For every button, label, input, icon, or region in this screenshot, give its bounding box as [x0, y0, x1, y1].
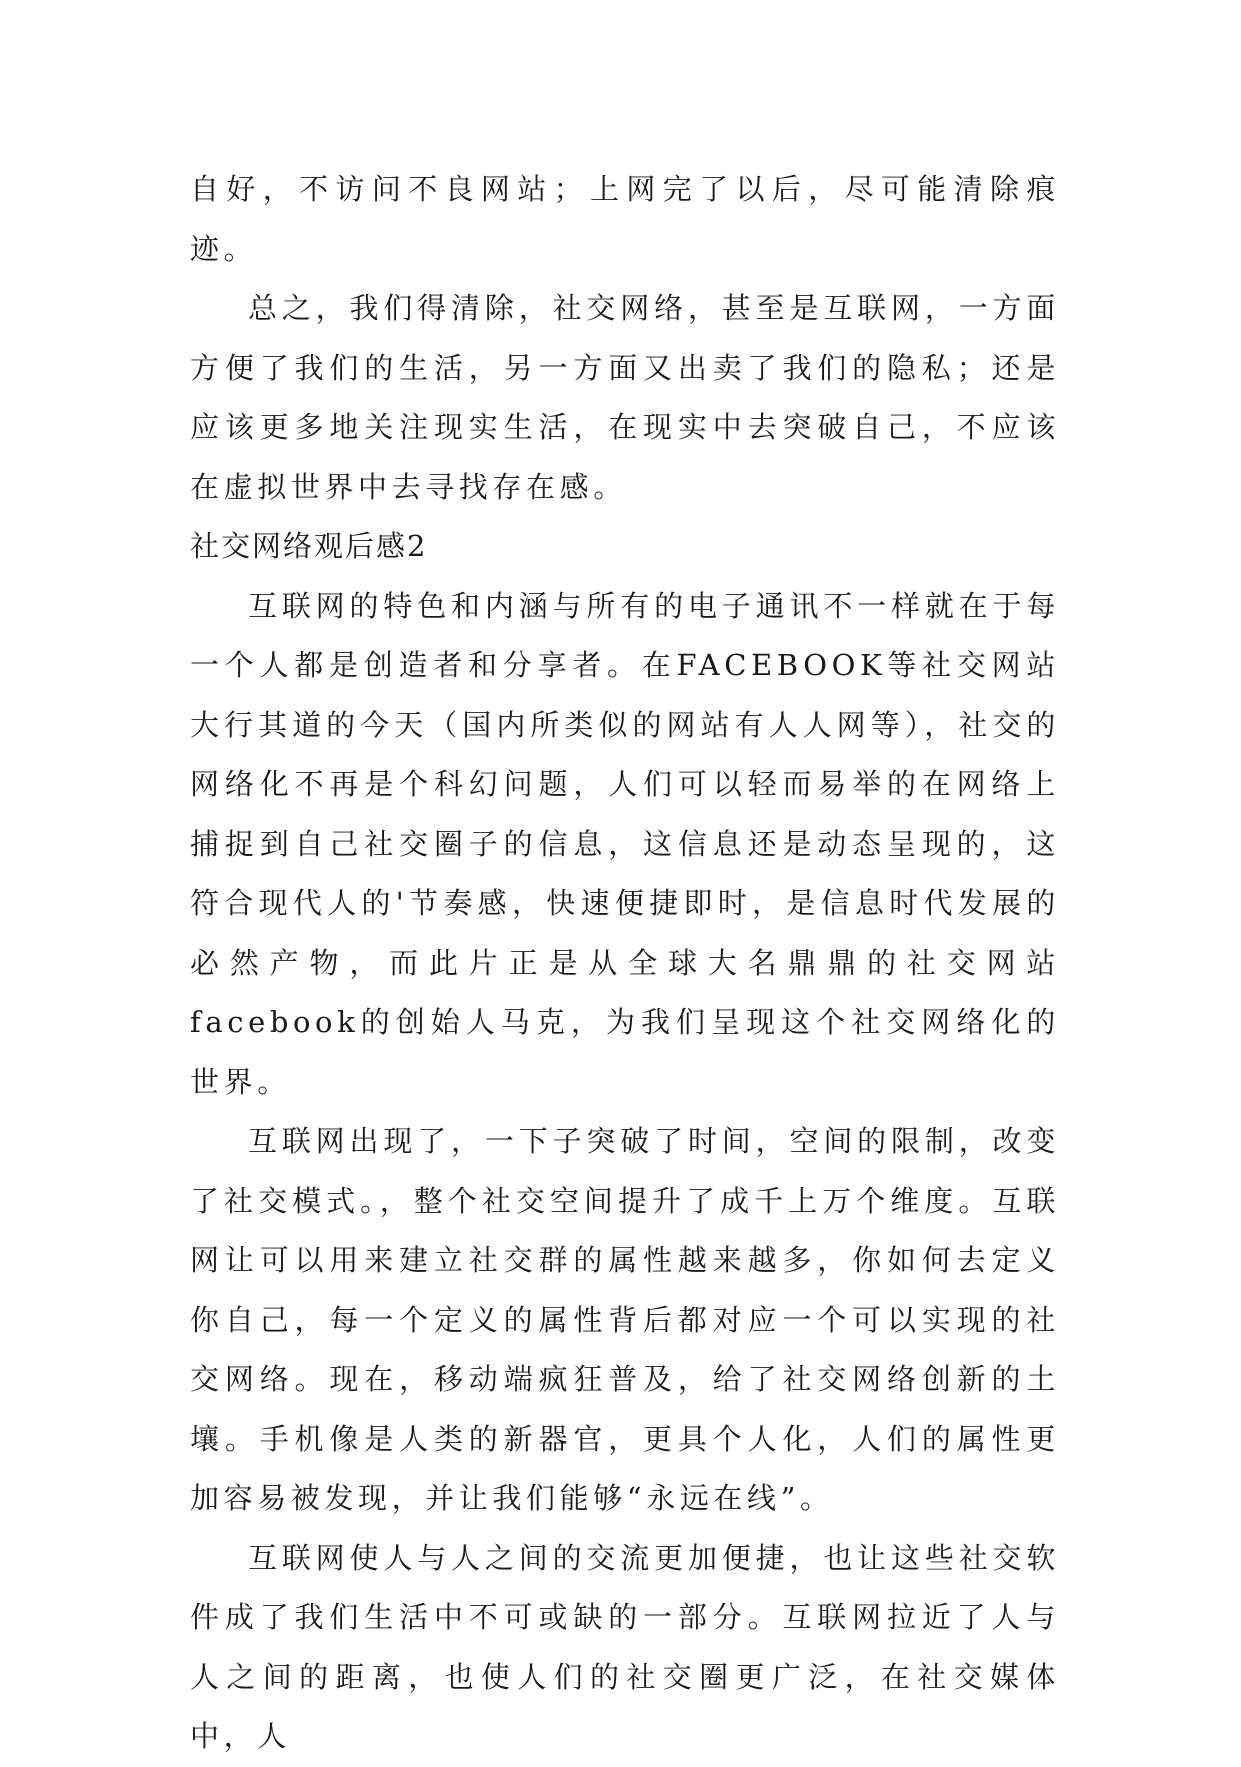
paragraph-internet-breakthrough: 互联网出现了，一下子突破了时间，空间的限制，改变了社交模式。，整个社交空间提升了成千上万个维度。互联网让可以用来建立社交群的属性越来越多，你如何去定义你自己，每一个定义的属性背后都对应一个可以实现的社交网络。现在，移动端疯狂普及，给了社交网络创新的土壤。手机像是人类的新器官，更具个人化，人们的属性更加容易被发现，并让我们能够“永远在线”。	[190, 1124, 1060, 1515]
paragraph-conclusion: 总之，我们得清除，社交网络，甚至是互联网，一方面方便了我们的生活，另一方面又出卖了我们的隐私；还是应该更多地关注现实生活，在现实中去突破自己，不应该在虚拟世界中去寻找存在感。	[190, 291, 1060, 504]
document-body	[190, 160, 1060, 1767]
section-heading: 社交网络观后感2	[190, 529, 428, 563]
paragraph-continuation: 自好，不访问不良网站；上网完了以后，尽可能清除痕迹。	[190, 172, 1060, 266]
paragraph-communication: 互联网使人与人之间的交流更加便捷，也让这些社交软件成了我们生活中不可或缺的一部分。互联网拉近了人与人之间的距离，也使人们的社交圈更广泛，在社交媒体中，人	[190, 1540, 1060, 1753]
paragraph-internet-features: 互联网的特色和内涵与所有的电子通讯不一样就在于每一个人都是创造者和分享者。在FACEBOOK等社交网站大行其道的今天（国内所类似的网站有人人网等），社交的网络化不再是个科幻问题，人们可以轻而易举的在网络上捕捉到自己社交圈子的信息，这信息还是动态呈现的，这符合现代人的'节奏感，快速便捷即时，是信息时代发展的必然产物，而此片正是从全球大名鼎鼎的社交网站facebook的创始人马克，为我们呈现这个社交网络化的世界。	[190, 588, 1060, 1099]
